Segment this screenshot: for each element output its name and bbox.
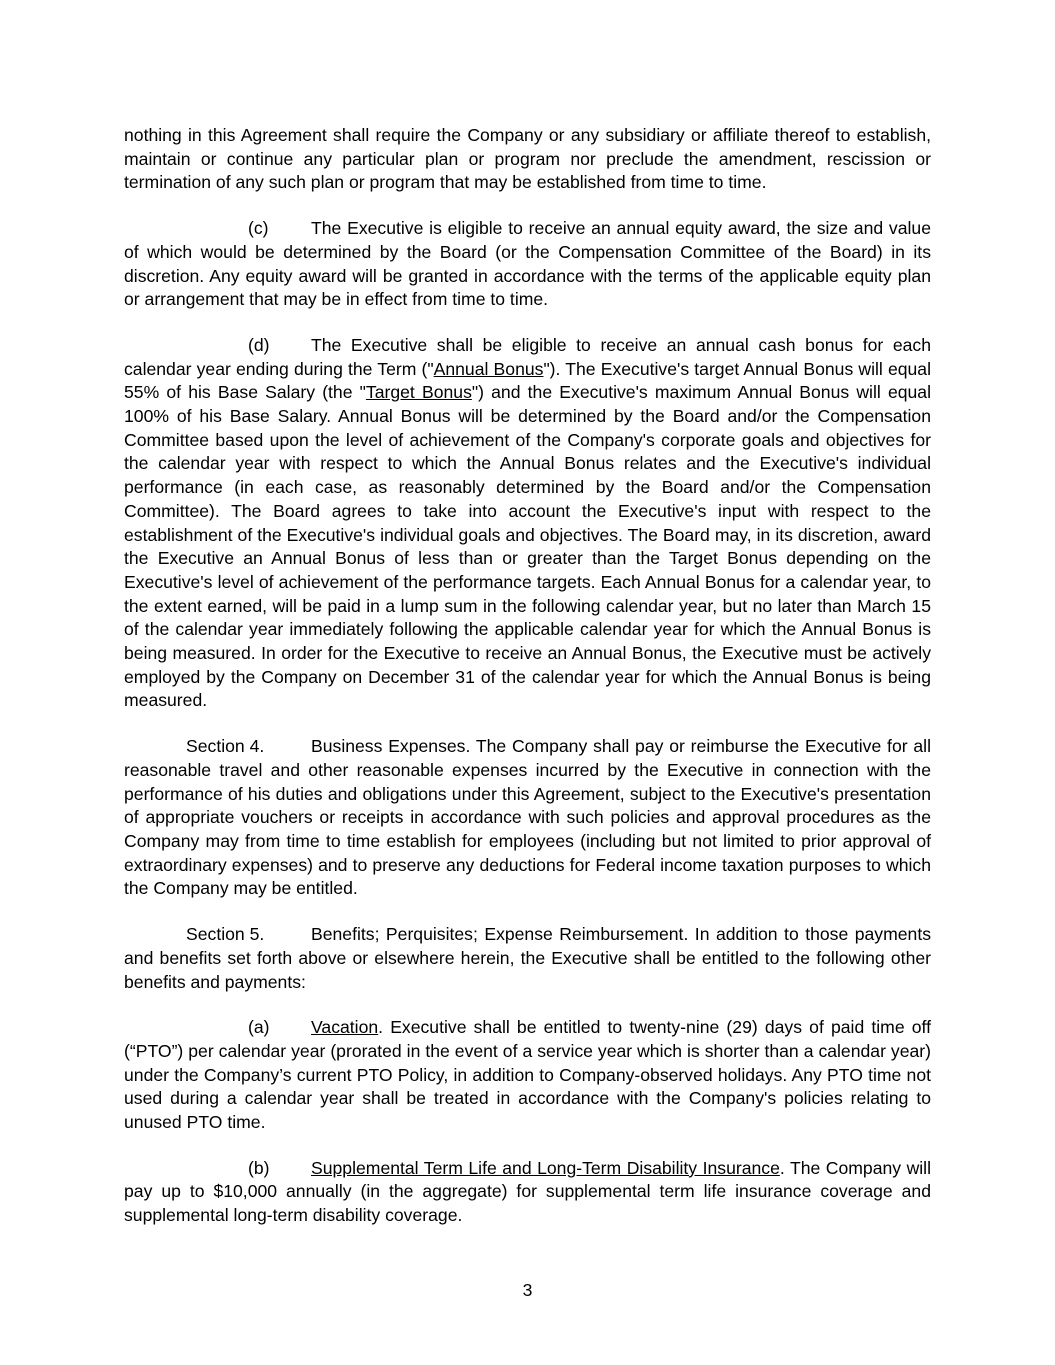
heading-supplemental-insurance: Supplemental Term Life and Long-Term Disability Insurance	[311, 1157, 780, 1178]
section-4-text: Business Expenses. The Company shall pay or reimburse the Executive for all reasonable travel and other reasonable expenses incurred by the Executive in connection with the performance of his duties and obligations under this Agreement, subject to the Executive's presentation of appropriate vouchers or receipts in accordance with such policies and approval procedures as the Company may from time to time establish for employees (including but not limited to prior approval of extraordinary expenses) and to preserve any deductions for Federal income taxation purposes to which the Company may be entitled.	[124, 736, 931, 899]
section-label-5: Section 5.	[186, 924, 265, 945]
paragraph-a-vacation	[124, 1016, 931, 1135]
item-label-b: (b)	[248, 1157, 270, 1178]
item-label-a: (a)	[248, 1017, 270, 1038]
paragraph-c-text: The Executive is eligible to receive an annual equity award, the size and value of which would be determined by the Board (or the Compensation Committee of the Board) in its discretion. Any equity award will be granted in accordance with the terms of the applicable equity plan or arrangement that may be in effect from time to time.	[124, 218, 931, 310]
section-label-4: Section 4.	[186, 736, 265, 757]
paragraph-a-text: . Executive shall be entitled to twenty-nine (29) days of paid time off (“PTO”) per calendar year (prorated in the event of a service year which is shorter than a calendar year) under the Company’s current PTO Policy, in addition to Company-observed holidays. Any PTO time not used during a calendar year shall be treated in accordance with the Company's policies relating to unused PTO time.	[124, 1017, 931, 1133]
section-5-benefits	[124, 923, 931, 994]
document-page	[124, 124, 931, 1250]
item-label-d: (d)	[248, 334, 270, 355]
paragraph-d-text-1: The Executive shall be eligible to receive an annual cash bonus for each calendar year ending during the Term ("	[124, 334, 931, 379]
paragraph-b-text: . The Company will pay up to $10,000 annually (in the aggregate) for supplemental term life insurance coverage and supplemental long-term disability coverage.	[124, 1157, 932, 1226]
paragraph-continuation: nothing in this Agreement shall require the Company or any subsidiary or affiliate thereof to establish, maintain or continue any particular plan or program nor preclude the amendment, rescission or termination of any such plan or program that may be established from time to time.	[124, 125, 931, 193]
item-label-c: (c)	[248, 218, 269, 239]
section-4-business-expenses	[124, 735, 931, 901]
page-number: 3	[522, 1280, 533, 1300]
section-5-text: Benefits; Perquisites; Expense Reimbursement. In addition to those payments and benefits set forth above or elsewhere herein, the Executive shall be entitled to the following other benefits and payments:	[124, 924, 931, 992]
paragraph-d-annual-bonus	[124, 334, 931, 713]
paragraph-d-text-3: ") and the Executive's maximum Annual Bonus will equal 100% of his Base Salary. Annual Bonus will be determined by the Board and/or the Compensation Committee based upon the level of achievement of the Company's corporate goals and objectives for the calendar year with respect to which the Annual Bonus relates and the Executive's individual performance (in each case, as reasonably determined by the Board and/or the Compensation Committee). The Board agrees to take into account the Executive's input with respect to the establishment of the Executive's individual goals and objectives. The Board may, in its discretion, award the Executive an Annual Bonus of less than or greater than the Target Bonus depending on the Executive's level of achievement of the performance targets. Each Annual Bonus for a calendar year, to the extent earned, will be paid in a lump sum in the following calendar year, but no later than March 15 of the calendar year immediately following the applicable calendar year for which the Annual Bonus is being measured. In order for the Executive to receive an Annual Bonus, the Executive must be actively employed by the Company on December 31 of the calendar year for which the Annual Bonus is being measured.	[124, 382, 931, 711]
defined-term-target-bonus: Target Bonus	[365, 382, 472, 403]
heading-vacation: Vacation	[311, 1017, 379, 1038]
defined-term-annual-bonus: Annual Bonus	[433, 358, 544, 379]
paragraph-d-text-2: "). The Executive's target Annual Bonus will equal 55% of his Base Salary (the "	[124, 358, 931, 403]
paragraph-c-equity-award	[124, 217, 931, 312]
paragraph-b-insurance	[124, 1157, 931, 1228]
